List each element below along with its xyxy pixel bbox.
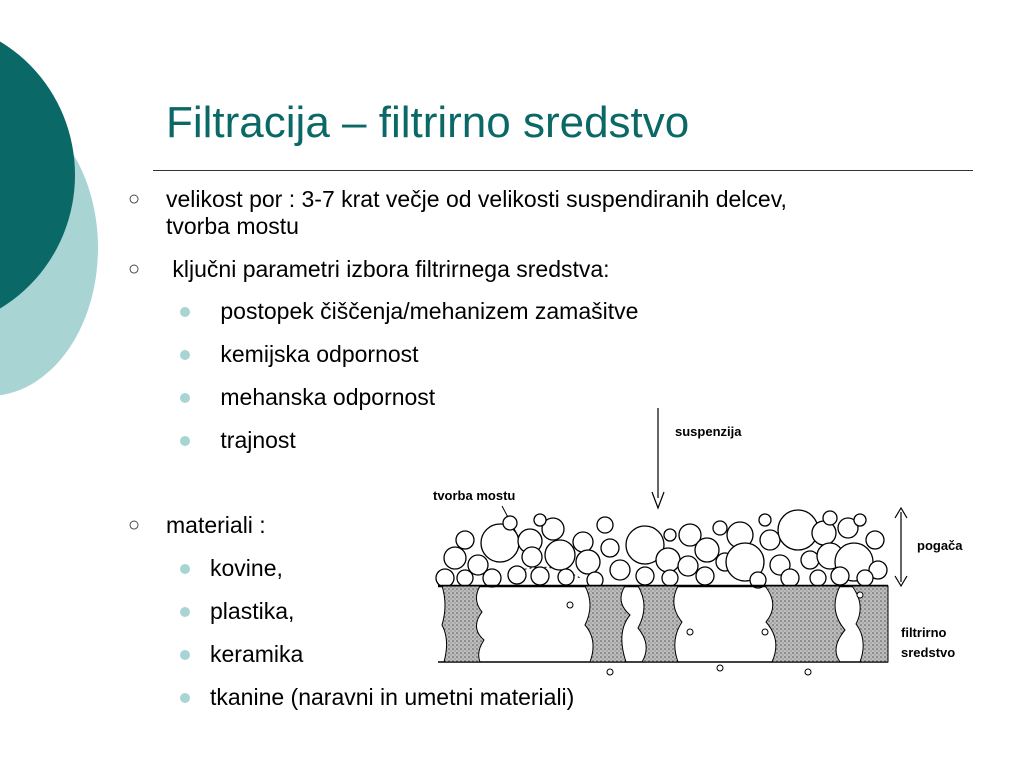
bullet-text-line: tvorba mostu	[166, 213, 299, 239]
suspension-arrow-icon	[652, 408, 664, 508]
bullet-text-line: ključni parametri izbora filtrirnega sredstva:	[166, 256, 610, 282]
filter-cake-diagram	[420, 400, 1020, 690]
label-suspenzija: suspenzija	[675, 424, 742, 439]
slide-title: Filtracija – filtrirno sredstvo	[166, 98, 690, 147]
sub-bullet-text: kovine,	[210, 555, 283, 581]
filter-medium	[438, 586, 888, 662]
sub-bullet-text: trajnost	[214, 427, 296, 453]
filled-dot-bullet-icon	[180, 607, 190, 617]
sub-bullet-text: tkanine (naravni in umetni materiali)	[210, 684, 575, 710]
label-tvorba-mostu: tvorba mostu	[433, 488, 516, 503]
title-divider	[153, 170, 973, 171]
sub-bullet-text: postopek čiščenja/mehanizem zamašitve	[214, 298, 639, 324]
cake-height-arrow-icon	[895, 508, 907, 586]
filled-dot-bullet-icon	[180, 564, 190, 574]
filled-dot-bullet-icon	[180, 436, 190, 446]
sub-bullet-text: plastika,	[210, 598, 295, 624]
sub-bullet-text: kemijska odpornost	[214, 341, 419, 367]
filled-dot-bullet-icon	[180, 350, 190, 360]
label-pogaca: pogača	[917, 538, 963, 553]
sub-bullet-text: keramika	[210, 641, 304, 667]
bullet-text-line: materiali :	[166, 512, 266, 538]
label-sredstvo: sredstvo	[901, 645, 956, 660]
bullet-text-line: velikost por : 3-7 krat večje od velikosti suspendiranih delcev,	[166, 186, 787, 212]
label-filtrirno: filtrirno	[901, 625, 947, 640]
sub-bullet-text: mehanska odpornost	[214, 384, 436, 410]
filled-dot-bullet-icon	[180, 650, 190, 660]
cake-particles	[436, 510, 887, 588]
hollow-circle-bullet-icon: ○	[128, 258, 141, 280]
hollow-circle-bullet-icon: ○	[128, 188, 141, 210]
hollow-circle-bullet-icon: ○	[128, 514, 141, 536]
filled-dot-bullet-icon	[180, 693, 190, 703]
filled-dot-bullet-icon	[180, 307, 190, 317]
filled-dot-bullet-icon	[180, 393, 190, 403]
